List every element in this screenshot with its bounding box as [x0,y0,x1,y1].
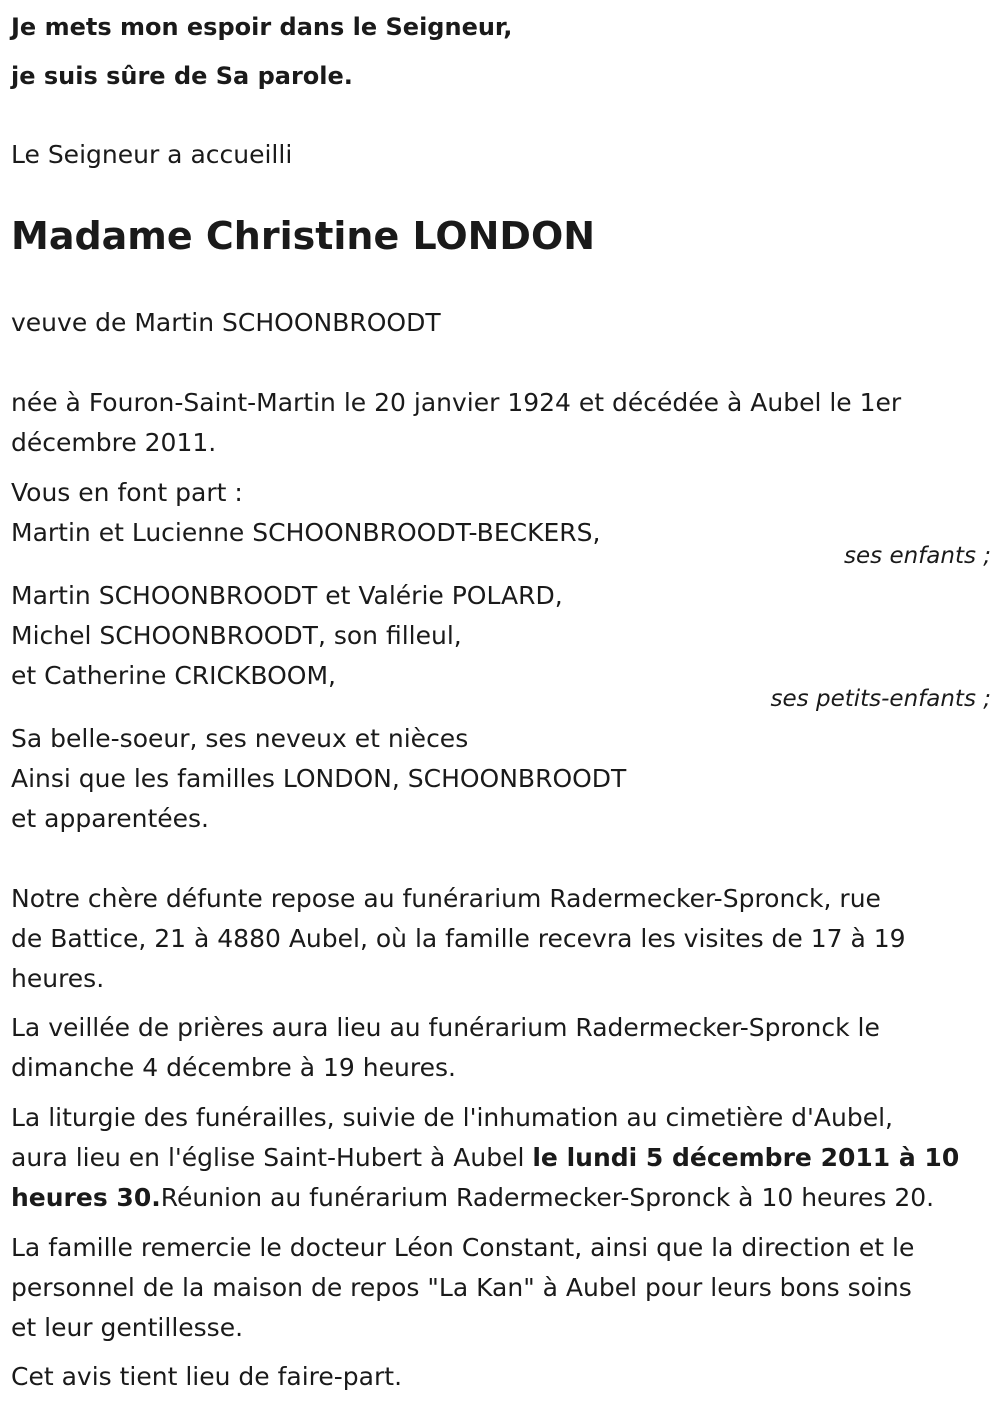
verse-line-1: Je mets mon espoir dans le Seigneur, [11,13,513,41]
others-line-3: et apparentées. [11,804,209,833]
liturgy-line-2 [11,1138,959,1178]
intro-text: Le Seigneur a accueilli [11,140,293,169]
thanks-line-1: La famille remercie le docteur Léon Constant, ainsi que la direction et le [11,1233,915,1262]
others-line-1: Sa belle-soeur, ses neveux et nièces [11,724,469,753]
announcement-intro: Vous en font part : [11,478,243,507]
grandchild-line-2: Michel SCHOONBROODT, son filleul, [11,621,462,650]
liturgy-line-3-rest: Réunion au funérarium Radermecker-Spronck à 10 heures 20. [160,1183,935,1212]
rest-line-1: Notre chère défunte repose au funérarium Radermecker-Spronck, rue [11,884,881,913]
thanks-line-2: personnel de la maison de repos "La Kan" à Aubel pour leurs bons soins [11,1273,912,1302]
vigil-line-1: La veillée de prières aura lieu au funérarium Radermecker-Spronck le [11,1013,880,1042]
widow-of-text: veuve de Martin SCHOONBROODT [11,308,441,337]
grandchild-line-3: et Catherine CRICKBOOM, [11,661,336,690]
grandchild-line-1: Martin SCHOONBROODT et Valérie POLARD, [11,581,563,610]
rest-line-3: heures. [11,964,105,993]
liturgy-line-1: La liturgie des funérailles, suivie de l'inhumation au cimetière d'Aubel, [11,1103,893,1132]
liturgy-line-3 [11,1178,934,1218]
vigil-line-2: dimanche 4 décembre à 19 heures. [11,1053,456,1082]
others-line-2: Ainsi que les familles LONDON, SCHOONBROODT [11,764,627,793]
birth-death-line-1: née à Fouron-Saint-Martin le 20 janvier 1924 et décédée à Aubel le 1er [11,388,902,417]
liturgy-line-2-start: aura lieu en l'église Saint-Hubert à Aubel [11,1143,533,1172]
birth-death-line-2: décembre 2011. [11,428,217,457]
grandchildren-relation: ses petits-enfants ; [770,686,991,712]
deceased-name: Madame Christine LONDON [11,214,596,258]
children-names: Martin et Lucienne SCHOONBROODT-BECKERS, [11,518,601,547]
liturgy-date-bold: le lundi 5 décembre 2011 à 10 [532,1143,960,1172]
closing-text: Cet avis tient lieu de faire-part. [11,1362,403,1391]
children-relation: ses enfants ; [844,543,991,569]
thanks-line-3: et leur gentillesse. [11,1313,244,1342]
verse-line-2: je suis sûre de Sa parole. [11,62,353,90]
liturgy-time-bold: heures 30. [11,1183,161,1212]
rest-line-2: de Battice, 21 à 4880 Aubel, où la famille recevra les visites de 17 à 19 [11,924,906,953]
